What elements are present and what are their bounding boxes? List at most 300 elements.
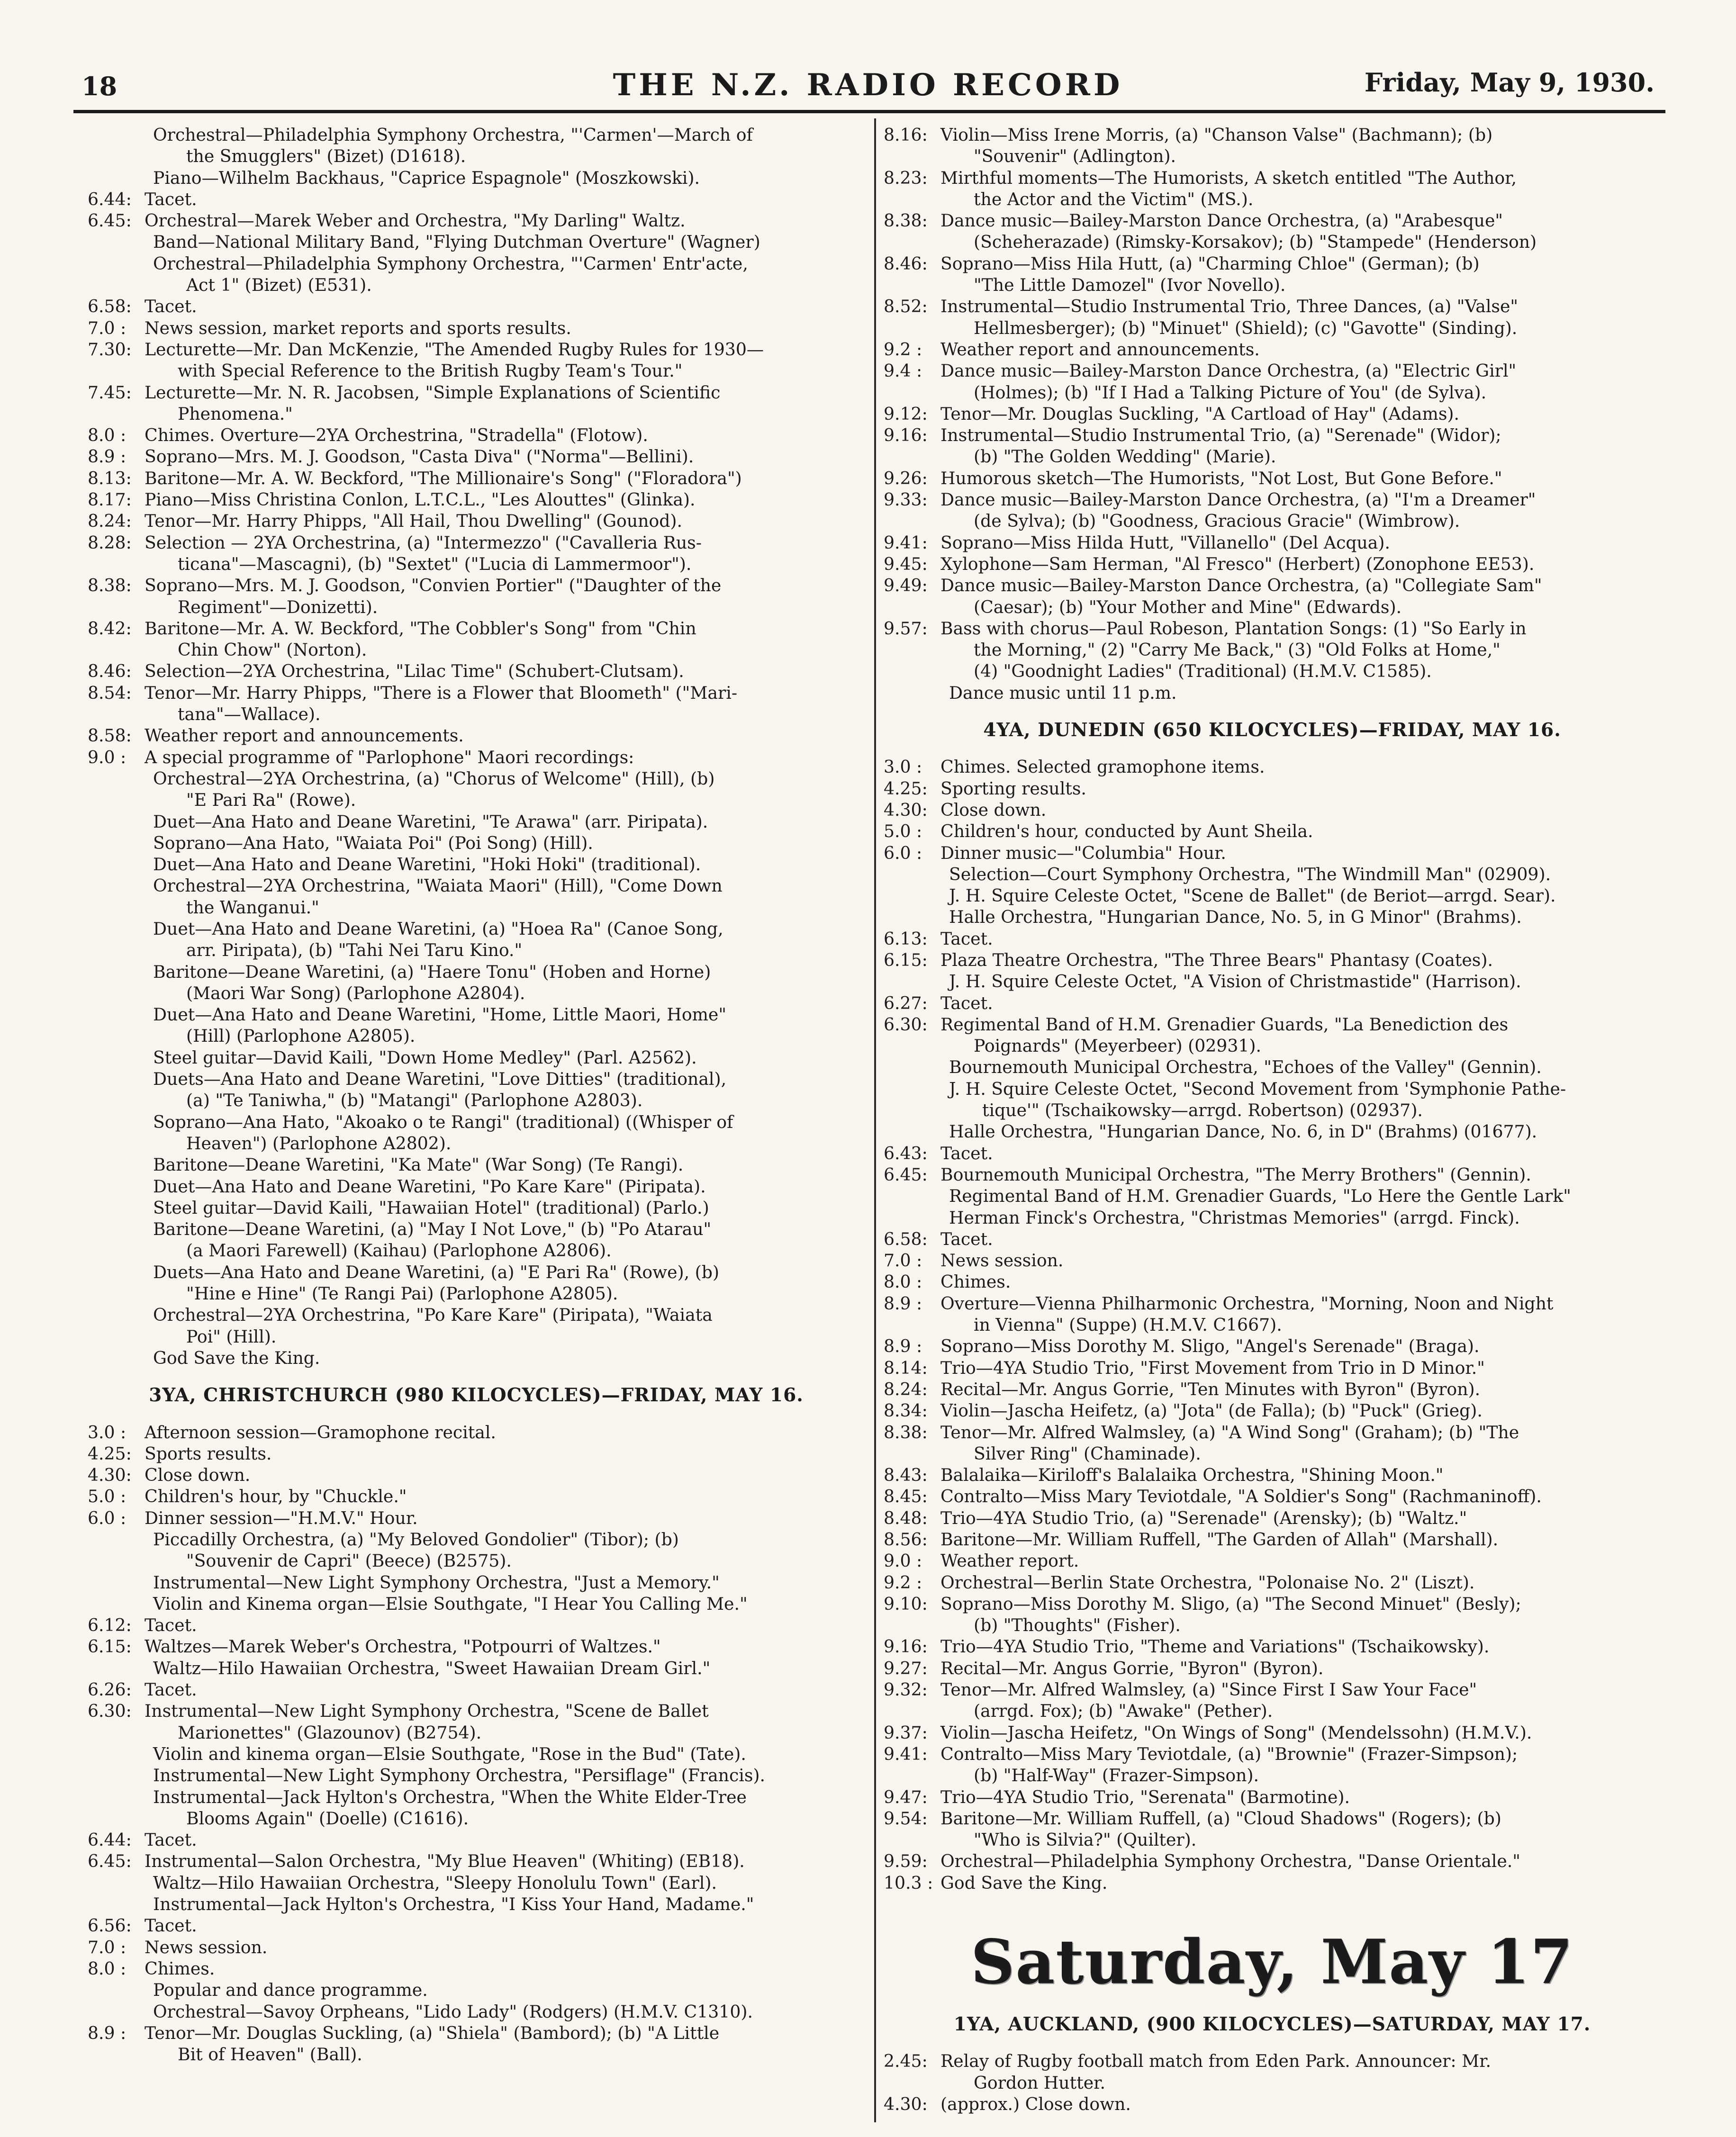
entry-line: Instrumental—Salon Orchestra, "My Blue Heaven" (Whiting) (EB18).: [145, 1851, 745, 1872]
programme-entry: [88, 747, 865, 768]
programme-entry: [88, 1443, 865, 1464]
entry-line: Violin and kinema organ—Elsie Southgate, "Rose in the Bud" (Tate).: [153, 1743, 746, 1764]
entry-time: 5.0 :: [884, 821, 922, 842]
programme-subitem: [88, 1218, 865, 1262]
programme-subitem: [88, 768, 865, 811]
entry-line: Steel guitar—David Kaili, "Hawaiian Hotel" (traditional) (Parlo.): [153, 1197, 709, 1218]
entry-line: (de Sylva); (b) "Goodness, Gracious Gracie" (Wimbrow).: [974, 511, 1460, 532]
entry-line: Tenor—Mr. Douglas Suckling, (a) "Shiela" (Bambord); (b) "A Little: [145, 2022, 720, 2043]
entry-line: Overture—Vienna Philharmonic Orchestra, "Morning, Noon and Night: [940, 1293, 1554, 1314]
column-divider: [874, 118, 876, 2122]
programme-entry: [884, 1850, 1661, 1872]
programme-entry: [88, 682, 865, 725]
entry-line: the Smugglers" (Bizet) (D1618).: [186, 146, 466, 167]
entry-time: 6.26:: [88, 1679, 132, 1700]
entry-text: [153, 1593, 865, 1614]
entry-line: Orchestral—Philadelphia Symphony Orchestra, "'Carmen' Entr'acte,: [153, 253, 748, 274]
programme-entry: [88, 1915, 865, 1936]
entry-text: [940, 1529, 1661, 1550]
entry-line: Tacet.: [940, 992, 993, 1013]
programme-subitem: [88, 1572, 865, 1593]
programme-entry: [88, 317, 865, 339]
programme-entry: [884, 778, 1661, 799]
entry-text: [940, 1636, 1661, 1657]
entry-text: [153, 961, 865, 1004]
entry-line: Marionettes" (Glazounov) (B2754).: [178, 1722, 482, 1743]
entry-text: [145, 1486, 865, 1507]
entry-text: [153, 1047, 865, 1068]
entry-time: 6.12:: [88, 1615, 132, 1636]
entry-time: 9.32:: [884, 1679, 928, 1700]
entry-line: Orchestral—2YA Orchestrina, "Po Kare Kare" (Piripata), "Waiata: [153, 1305, 713, 1325]
programme-entry: [88, 532, 865, 575]
entry-time: 6.44:: [88, 189, 132, 209]
entry-line: "Who is Silvia?" (Quilter).: [974, 1830, 1197, 1850]
programme-entry: [884, 167, 1661, 210]
entry-line: Waltzes—Marek Weber's Orchestra, "Potpourri of Waltzes.": [145, 1636, 661, 1657]
entry-line: Soprano—Miss Hilda Hutt, "Villanello" (Del Acqua).: [940, 532, 1391, 553]
entry-time: 7.45:: [88, 382, 132, 403]
programme-subitem: [88, 1979, 865, 2001]
entry-text: [145, 210, 865, 231]
programme-entry: [884, 1422, 1661, 1465]
entry-time: 8.9 :: [88, 446, 127, 467]
entry-time: 8.45:: [884, 1486, 928, 1507]
entry-line: (approx.) Close down.: [940, 2093, 1131, 2114]
entry-time: 8.38:: [884, 210, 928, 231]
entry-text: [949, 971, 1661, 992]
entry-line: Instrumental—New Light Symphony Orchestra, "Persiflage" (Francis).: [153, 1765, 766, 1786]
entry-text: [153, 1176, 865, 1197]
entry-line: (b) "The Golden Wedding" (Marie).: [974, 446, 1276, 467]
entry-line: tique'" (Tschaikowsky—arrgd. Robertson) (02937).: [982, 1100, 1423, 1121]
station-heading: 4YA, DUNEDIN (650 KILOCYCLES)—FRIDAY, MAY 16.: [983, 719, 1561, 741]
entry-time: 9.27:: [884, 1658, 928, 1678]
programme-entry: [884, 210, 1661, 253]
entry-line: Mirthful moments—The Humorists, A sketch entitled "The Author,: [940, 167, 1517, 188]
entry-time: 8.24:: [88, 511, 132, 532]
entry-line: Piano—Wilhelm Backhaus, "Caprice Espagnole" (Moszkowski).: [153, 167, 700, 188]
entry-line: Tenor—Mr. Alfred Walmsley, (a) "Since First I Saw Your Face": [940, 1679, 1477, 1700]
entry-line: Selection—Court Symphony Orchestra, "The Windmill Man" (02909).: [949, 864, 1551, 884]
programme-entry: [884, 468, 1661, 489]
entry-line: Instrumental—Studio Instrumental Trio, (a) "Serenade" (Widor);: [940, 425, 1501, 446]
entry-line: (arrgd. Fox); (b) "Awake" (Pether).: [974, 1701, 1273, 1722]
entry-line: Orchestral—2YA Orchestrina, (a) "Chorus of Welcome" (Hill), (b): [153, 768, 715, 789]
entry-line: Lecturette—Mr. Dan McKenzie, "The Amended Rugby Rules for 1930—: [145, 339, 764, 360]
entry-text: [153, 1572, 865, 1593]
programme-subitem: [88, 1262, 865, 1305]
entry-text: [145, 1464, 865, 1486]
programme-entry: [884, 1679, 1661, 1722]
entry-line: Orchestral—Philadelphia Symphony Orchestra, "'Carmen'—March of: [153, 125, 753, 145]
programme-subitem: [88, 1872, 865, 1894]
entry-text: [940, 1271, 1661, 1292]
entry-time: 7.30:: [88, 339, 132, 360]
entry-text: [940, 296, 1661, 339]
entry-line: Weather report.: [940, 1551, 1079, 1571]
entry-text: [153, 832, 865, 854]
entry-line: Chimes.: [145, 1958, 215, 1979]
programme-entry: [884, 1658, 1661, 1679]
entry-time: 5.0 :: [88, 1486, 127, 1507]
entry-text: [940, 928, 1661, 949]
programme-entry: [884, 532, 1661, 553]
entry-text: [940, 360, 1661, 403]
entry-text: [940, 1400, 1661, 1421]
entry-line: Chimes. Overture—2YA Orchestrina, "Stradella" (Flotow).: [145, 425, 648, 446]
programme-entry: [884, 360, 1661, 403]
entry-text: [940, 210, 1661, 253]
entry-line: Tacet.: [145, 1830, 197, 1850]
entry-line: Duet—Ana Hato and Deane Waretini, "Hoki Hoki" (traditional).: [153, 854, 701, 875]
entry-text: [940, 821, 1661, 842]
header-rule: [73, 110, 1665, 113]
entry-line: Chimes. Selected gramophone items.: [940, 757, 1265, 777]
entry-line: Tacet.: [145, 1679, 197, 1700]
programme-subitem: [88, 1347, 865, 1369]
publication-title: THE N.Z. RADIO RECORD: [613, 67, 1123, 103]
entry-text: [153, 253, 865, 296]
entry-time: 8.48:: [884, 1507, 928, 1528]
entry-text: [153, 1347, 865, 1369]
entry-time: 8.34:: [884, 1400, 928, 1421]
entry-line: Baritone—Mr. A. W. Beckford, "The Millionaire's Song" ("Floradora"): [145, 468, 742, 488]
programme-subitem: [88, 832, 865, 854]
programme-entry: [88, 575, 865, 618]
entry-line: Soprano—Mrs. M. J. Goodson, "Casta Diva" ("Norma"—Bellini).: [145, 446, 694, 467]
programme-entry: [88, 339, 865, 382]
entry-time: 8.38:: [88, 575, 132, 596]
entry-time: 8.9 :: [884, 1293, 922, 1314]
entry-time: 8.38:: [884, 1422, 928, 1443]
entry-line: Duets—Ana Hato and Deane Waretini, "Love Ditties" (traditional),: [153, 1069, 727, 1090]
entry-line: Dance music—Bailey-Marston Dance Orchestra, (a) "Arabesque": [940, 210, 1503, 231]
entry-text: [940, 756, 1661, 777]
entry-time: 4.30:: [884, 2093, 928, 2114]
entry-line: Dance music—Bailey-Marston Dance Orchestra, (a) "Electric Girl": [940, 361, 1517, 381]
entry-line: (Maori War Song) (Parlophone A2804).: [186, 983, 525, 1003]
entry-time: 8.46:: [884, 253, 928, 274]
programme-entry: [884, 842, 1661, 864]
entry-text: [940, 1593, 1661, 1636]
programme-subitem: [88, 167, 865, 189]
entry-line: Regimental Band of H.M. Grenadier Guards, "Lo Here the Gentle Lark": [949, 1186, 1571, 1207]
programme-entry: [884, 618, 1661, 682]
programme-entry: [884, 1014, 1661, 1057]
entry-text: [940, 553, 1661, 575]
entry-text: [940, 1786, 1661, 1808]
entry-line: Close down.: [145, 1465, 251, 1486]
entry-text: [940, 468, 1661, 489]
entry-line: Orchestral—2YA Orchestrina, "Waiata Maori" (Hill), "Come Down: [153, 875, 723, 896]
entry-line: Duet—Ana Hato and Deane Waretini, "Home, Little Maori, Home": [153, 1004, 726, 1025]
entry-line: Tenor—Mr. Harry Phipps, "All Hail, Thou Dwelling" (Gounod).: [145, 511, 683, 532]
programme-subitem: [88, 1004, 865, 1047]
entry-line: Duet—Ana Hato and Deane Waretini, (a) "Hoea Ra" (Canoe Song,: [153, 918, 723, 939]
entry-text: [940, 339, 1661, 360]
programme-entry: [884, 253, 1661, 296]
entry-time: 9.4 :: [884, 361, 922, 381]
entry-time: 6.45:: [88, 210, 132, 231]
entry-line: Gordon Hutter.: [974, 2072, 1105, 2093]
entry-line: Orchestral—Berlin State Orchestra, "Polonaise No. 2" (Liszt).: [940, 1572, 1475, 1593]
entry-text: [153, 1765, 865, 1786]
entry-time: 6.30:: [88, 1701, 132, 1722]
entry-line: Silver Ring" (Chaminade).: [974, 1443, 1201, 1464]
programme-subitem: [884, 1121, 1661, 1142]
entry-line: Dinner session—"H.M.V." Hour.: [145, 1507, 418, 1528]
entry-time: 8.58:: [88, 725, 132, 746]
station-heading: 1YA, AUCKLAND, (900 KILOCYCLES)—SATURDAY, MAY 17.: [953, 2013, 1591, 2036]
entry-line: Tenor—Mr. Alfred Walmsley, (a) "A Wind Song" (Graham); (b) "The: [940, 1422, 1519, 1443]
entry-text: [145, 489, 865, 510]
entry-line: Dance music—Bailey-Marston Dance Orchestra, (a) "I'm a Dreamer": [940, 489, 1536, 510]
programme-entry: [88, 446, 865, 467]
entry-line: Children's hour, by "Chuckle.": [145, 1486, 407, 1507]
programme-subitem: [88, 1894, 865, 1915]
entry-time: 9.2 :: [884, 339, 922, 360]
entry-time: 3.0 :: [88, 1422, 127, 1443]
programme-subitem: [88, 1154, 865, 1175]
programme-entry: [884, 1743, 1661, 1786]
entry-line: "E Pari Ra" (Rowe).: [186, 790, 356, 811]
entry-text: [940, 1250, 1661, 1271]
entry-text: [153, 1786, 865, 1830]
entry-line: Herman Finck's Orchestra, "Christmas Memories" (arrgd. Finck).: [949, 1207, 1520, 1228]
entry-line: Dinner music—"Columbia" Hour.: [940, 842, 1226, 863]
entry-line: Instrumental—Studio Instrumental Trio, Three Dances, (a) "Valse": [940, 296, 1519, 317]
programme-subitem: [88, 231, 865, 252]
entry-text: [145, 1850, 865, 1872]
entry-line: (a Maori Farewell) (Kaihau) (Parlophone A2806).: [186, 1240, 612, 1261]
entry-time: 8.42:: [88, 618, 132, 639]
programme-subitem: [884, 885, 1661, 906]
entry-time: 6.30:: [884, 1014, 928, 1035]
entry-text: [153, 918, 865, 961]
entry-line: "Souvenir de Capri" (Beece) (B2575).: [186, 1551, 512, 1571]
entry-line: Baritone—Deane Waretini, (a) "Haere Tonu" (Hoben and Horne): [153, 961, 711, 982]
programme-entry: [884, 928, 1661, 949]
entry-line: Hellmesberger); (b) "Minuet" (Shield); (c) "Gavotte" (Sinding).: [974, 317, 1518, 338]
entry-line: Poignards" (Meyerbeer) (02931).: [974, 1036, 1261, 1056]
entry-line: News session, market reports and sports results.: [145, 317, 571, 338]
entry-line: Regimental Band of H.M. Grenadier Guards, "La Benediction des: [940, 1014, 1509, 1035]
entry-line: News session.: [145, 1937, 268, 1957]
entry-text: [940, 489, 1661, 532]
entry-line: Baritone—Deane Waretini, (a) "May I Not Love," (b) "Po Atarau": [153, 1219, 712, 1240]
entry-line: Orchestral—Marek Weber and Orchestra, "My Darling" Waltz.: [145, 210, 686, 231]
entry-time: 9.37:: [884, 1722, 928, 1743]
programme-subitem: [884, 971, 1661, 992]
programme-entry: [88, 210, 865, 231]
entry-text: [940, 403, 1661, 424]
entry-text: [153, 1068, 865, 1111]
programme-entry: [884, 1271, 1661, 1292]
entry-text: [940, 1379, 1661, 1400]
entry-time: 6.27:: [884, 992, 928, 1013]
entry-time: 3.0 :: [884, 757, 922, 777]
entry-line: Close down.: [940, 799, 1047, 820]
programme-entry: [88, 725, 865, 746]
entry-time: 9.0 :: [88, 747, 127, 767]
entry-text: [145, 382, 865, 425]
entry-line: Trio—4YA Studio Trio, "Serenata" (Barmotine).: [940, 1786, 1350, 1807]
entry-text: [145, 1507, 865, 1529]
entry-line: Band—National Military Band, "Flying Dutchman Overture" (Wagner): [153, 232, 760, 252]
entry-line: Selection — 2YA Orchestrina, (a) "Intermezzo" ("Cavalleria Rus-: [145, 532, 702, 553]
entry-text: [145, 1636, 865, 1657]
entry-text: [940, 1335, 1661, 1357]
entry-line: arr. Piripata), (b) "Tahi Nei Taru Kino.": [186, 940, 523, 961]
entry-line: J. H. Squire Celeste Octet, "Second Movement from 'Symphonie Pathe-: [949, 1078, 1566, 1099]
entry-line: tana"—Wallace).: [178, 704, 321, 725]
entry-text: [145, 468, 865, 489]
entry-text: [949, 1185, 1661, 1207]
programme-entry: [88, 468, 865, 489]
entry-line: Weather report and announcements.: [940, 339, 1260, 360]
entry-line: Bit of Heaven" (Ball).: [178, 2044, 362, 2065]
programme-entry: [88, 1850, 865, 1872]
entry-time: 8.14:: [884, 1357, 928, 1378]
entry-text: [940, 1014, 1661, 1057]
entry-time: 8.43:: [884, 1465, 928, 1486]
entry-line: Bournemouth Municipal Orchestra, "The Merry Brothers" (Gennin).: [940, 1164, 1531, 1185]
page-header: [0, 0, 1736, 123]
programme-entry: [88, 296, 865, 317]
entry-text: [145, 339, 865, 382]
entry-line: Baritone—Mr. William Ruffell, "The Garden of Allah" (Marshall).: [940, 1529, 1499, 1550]
entry-line: Baritone—Mr. William Ruffell, (a) "Cloud Shadows" (Rogers); (b): [940, 1808, 1501, 1829]
programme-subitem: [88, 918, 865, 961]
entry-line: (b) "Thoughts" (Fisher).: [974, 1615, 1181, 1636]
programme-entry: [88, 1829, 865, 1850]
entry-line: Piccadilly Orchestra, (a) "My Beloved Gondolier" (Tibor); (b): [153, 1529, 679, 1550]
entry-time: 8.52:: [884, 296, 928, 317]
programme-subitem: [88, 253, 865, 296]
entry-line: Instrumental—Jack Hylton's Orchestra, "When the White Elder-Tree: [153, 1786, 747, 1807]
entry-line: Tacet.: [145, 189, 197, 209]
programme-entry: [884, 1335, 1661, 1357]
programme-entry: [88, 1937, 865, 1958]
entry-text: [940, 1486, 1661, 1507]
entry-time: 9.0 :: [884, 1551, 922, 1571]
entry-time: 8.16:: [884, 125, 928, 145]
programme-entry: [884, 1722, 1661, 1743]
entry-line: Violin—Jascha Heifetz, (a) "Jota" (de Falla); (b) "Puck" (Grieg).: [940, 1400, 1483, 1421]
entry-line: God Save the King.: [153, 1347, 320, 1368]
programme-entry: [884, 1808, 1661, 1851]
entry-time: 6.0 :: [884, 842, 922, 863]
programme-entry: [884, 821, 1661, 842]
entry-text: [145, 1915, 865, 1936]
entry-line: J. H. Squire Celeste Octet, "A Vision of Christmastide" (Harrison).: [949, 971, 1521, 992]
programme-subitem: [88, 1197, 865, 1218]
entry-text: [145, 1422, 865, 1443]
entry-text: [145, 510, 865, 532]
entry-text: [940, 778, 1661, 799]
entry-line: the Morning," (2) "Carry Me Back," (3) "Old Folks at Home,": [974, 640, 1501, 660]
entry-line: Afternoon session—Gramophone recital.: [145, 1422, 496, 1443]
entry-time: 8.54:: [88, 682, 132, 703]
entry-text: [940, 1464, 1661, 1486]
entry-time: 9.16:: [884, 1636, 928, 1657]
entry-line: Violin and Kinema organ—Elsie Southgate, "I Hear You Calling Me.": [153, 1593, 748, 1614]
entry-line: "The Little Damozel" (Ivor Novello).: [974, 275, 1286, 296]
programme-entry: [88, 382, 865, 425]
programme-entry: [884, 992, 1661, 1014]
entry-time: 6.45:: [88, 1851, 132, 1872]
programme-entry: [884, 403, 1661, 424]
entry-text: [940, 424, 1661, 468]
programme-entry: [88, 1507, 865, 1529]
programme-entry: [884, 1593, 1661, 1636]
right-column: [884, 124, 1661, 2115]
programme-entry: [88, 1486, 865, 1507]
entry-line: Steel guitar—David Kaili, "Down Home Medley" (Parl. A2562).: [153, 1047, 697, 1068]
entry-time: 8.46:: [88, 661, 132, 682]
entry-time: 9.45:: [884, 553, 928, 574]
programme-entry: [884, 575, 1661, 618]
entry-line: the Actor and the Victim" (MS.).: [974, 189, 1254, 209]
entry-text: [145, 575, 865, 618]
entry-line: Selection—2YA Orchestrina, "Lilac Time" (Schubert-Clutsam).: [145, 661, 684, 682]
entry-line: Soprano—Mrs. M. J. Goodson, "Convien Portier" ("Daughter of the: [145, 575, 722, 596]
entry-line: Contralto—Miss Mary Teviotdale, "A Soldier's Song" (Rachmaninoff).: [940, 1486, 1542, 1507]
entry-text: [940, 1850, 1661, 1872]
entry-text: [145, 1614, 865, 1636]
entry-text: [145, 1443, 865, 1464]
entry-line: Instrumental—New Light Symphony Orchestra, "Scene de Ballet: [145, 1701, 709, 1722]
entry-line: Baritone—Mr. A. W. Beckford, "The Cobbler's Song" from "Chin: [145, 618, 696, 639]
entry-text: [949, 1207, 1661, 1228]
programme-subitem: [88, 1658, 865, 1679]
entry-line: Xylophone—Sam Herman, "Al Fresco" (Herbert) (Zonophone EE53).: [940, 553, 1535, 574]
entry-text: [145, 296, 865, 317]
entry-line: in Vienna" (Suppe) (H.M.V. C1667).: [974, 1315, 1282, 1335]
entry-line: Humorous sketch—The Humorists, "Not Lost, But Gone Before.": [940, 468, 1502, 488]
entry-time: 2.45:: [884, 2051, 928, 2072]
entry-text: [145, 1700, 865, 1743]
entry-line: Duet—Ana Hato and Deane Waretini, "Po Kare Kare" (Piripata).: [153, 1176, 706, 1197]
entry-time: 7.0 :: [884, 1250, 922, 1271]
programme-entry: [884, 424, 1661, 468]
programme-entry: [884, 339, 1661, 360]
entry-text: [940, 124, 1661, 167]
entry-line: News session.: [940, 1250, 1064, 1271]
entry-text: [153, 1894, 865, 1915]
entry-line: (a) "Te Taniwha," (b) "Matangi" (Parlophone A2803).: [186, 1090, 643, 1111]
entry-text: [940, 1679, 1661, 1722]
entry-line: Tacet.: [940, 1143, 993, 1163]
entry-text: [940, 1228, 1661, 1250]
entry-time: 8.13:: [88, 468, 132, 488]
programme-subitem: [88, 1068, 865, 1111]
entry-text: [153, 1304, 865, 1347]
entry-text: [153, 1218, 865, 1262]
entry-line: the Wanganui.": [186, 897, 319, 918]
entry-text: [153, 854, 865, 875]
entry-line: Duet—Ana Hato and Deane Waretini, "Te Arawa" (arr. Piripata).: [153, 811, 708, 832]
entry-text: [940, 1722, 1661, 1743]
entry-time: 9.59:: [884, 1851, 928, 1872]
programme-entry: [884, 1357, 1661, 1379]
programme-entry: [884, 1507, 1661, 1529]
entry-time: 8.56:: [884, 1529, 928, 1550]
entry-line: Soprano—Ana Hato, "Waiata Poi" (Poi Song) (Hill).: [153, 832, 593, 853]
entry-text: [940, 1808, 1661, 1851]
entry-line: Tacet.: [940, 1228, 993, 1249]
